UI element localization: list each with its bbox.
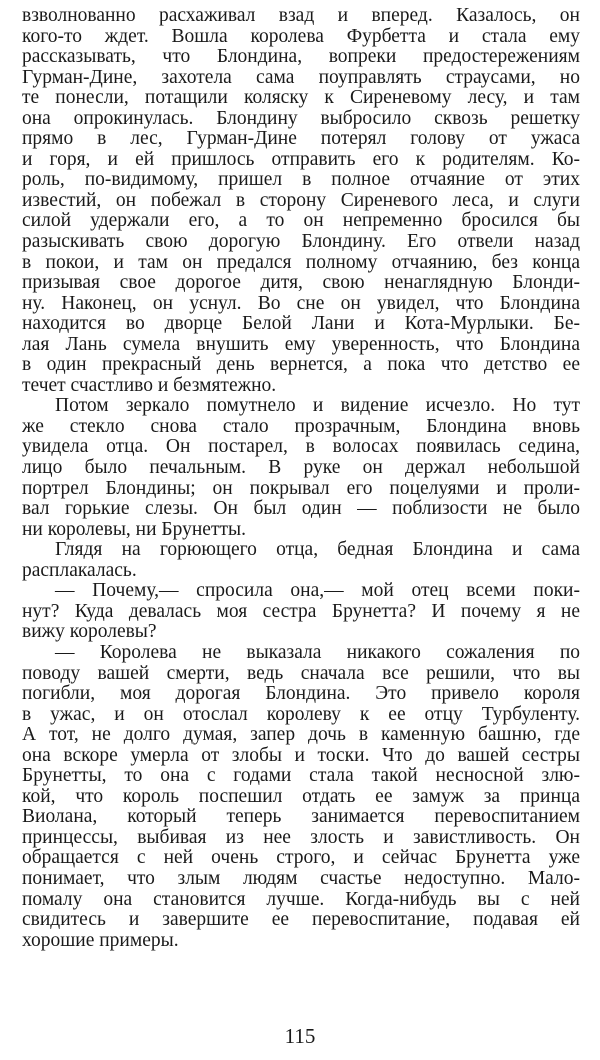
text-line: Глядя на горюющего отца, бедная Блондина и сама [55, 539, 580, 561]
text-line: взволнованно расхаживал взад и вперед. Казалось, он [22, 5, 580, 26]
text-line: понимает, что злым людям счастье недоступно. Мало- [22, 867, 580, 889]
text-line: же стекло снова стало прозрачным, Блондина вновь [22, 415, 580, 437]
text-line: известий, он побежал в сторону Сиреневого леса, и слуги [22, 189, 580, 211]
text-line: обращается с ней очень строго, и сейчас Брунетта уже [22, 847, 580, 869]
text-line: роль, по-видимому, пришел в полное отчаяние от этих [22, 169, 580, 191]
text-line: помалу она становится лучше. Когда-нибудь вы с ней [22, 888, 580, 910]
text-line: в ужас, и он отослал королеву к ее отцу Турбуленту. [22, 703, 580, 725]
text-line: расплакалась. [22, 559, 137, 581]
text-line: поводу вашей смерти, ведь сначала все решили, что вы [22, 662, 580, 684]
text-line: кой, что король поспешил отдать ее замуж за принца [22, 785, 580, 807]
text-line: свидитесь и завершите ее перевоспитание, подавая ей [22, 909, 580, 931]
text-line: вал горькие слезы. Он был один — поблизости не было [22, 498, 580, 520]
text-line: в один прекрасный день вернется, а пока что детство ее [22, 354, 580, 376]
text-line: принцессы, выбивая из нее злость и завистливость. Он [22, 826, 580, 848]
text-line: Брунетты, то она с годами стала такой несносной злю- [22, 765, 580, 787]
text-line: Виолана, который теперь занимается перевоспитанием [22, 806, 580, 828]
text-line: силой удержали его, а то он непременно бросился бы [22, 210, 580, 232]
text-line: разыскивать свою дорогую Блондину. Его отвели назад [22, 231, 580, 253]
text-line: кого-то ждет. Вошла королева Фурбетта и стала ему [22, 25, 580, 47]
text-line: те понесли, потащили коляску к Сиреневому лесу, и там [22, 87, 580, 109]
text-line: она опрокинулась. Блондину выбросило сквозь решетку [22, 107, 580, 129]
text-line: призывая свое дорогое дитя, свою ненаглядную Блонди- [22, 272, 580, 294]
text-line: — Королева не выказала никакого сожаления по [55, 641, 580, 663]
text-line: рассказывать, что Блондина, вопреки предостережениям [22, 46, 580, 68]
text-line: портрел Блондины; он покрывал его поцелуями и проли- [22, 477, 580, 499]
text-line: течет счастливо и безмятежно. [22, 374, 277, 396]
text-line: увидела отца. Он постарел, в волосах появилась седина, [22, 436, 580, 458]
text-line: ни королевы, ни Брунетты. [22, 518, 246, 540]
text-line: хорошие примеры. [22, 929, 179, 951]
text-line: прямо в лес, Гурман-Дине потерял голову от ужаса [22, 128, 580, 150]
text-line: находится во дворце Белой Лани и Кота-Мурлыки. Бе- [22, 313, 580, 335]
text-line: — Почему,— спросила она,— мой отец всеми поки- [55, 580, 580, 602]
text-line: лицо было печальным. В руке он держал небольшой [22, 457, 580, 479]
text-line: ну. Наконец, он уснул. Во сне он увидел, что Блондина [22, 292, 580, 314]
text-line: вижу королевы? [22, 621, 157, 643]
text-line: она вскоре умерла от злобы и тоски. Что до вашей сестры [22, 744, 580, 766]
text-line: в покои, и там он предался полному отчаянию, без конца [22, 251, 580, 273]
text-line: Гурман-Дине, захотела сама поуправлять страусами, но [22, 66, 580, 88]
text-line: погибли, моя дорогая Блондина. Это привело короля [22, 683, 580, 705]
page-number: 115 [284, 1024, 316, 1048]
text-line: и горя, и ей пришлось отправить его к родителям. Ко- [22, 148, 580, 170]
text-line: лая Лань сумела внушить ему уверенность, что Блондина [22, 333, 580, 355]
text-line: нут? Куда девалась моя сестра Брунетта? И почему я не [22, 600, 580, 622]
text-line: А тот, не долго думая, запер дочь в каменную башню, где [22, 724, 580, 746]
text-line: Потом зеркало помутнело и видение исчезло. Но тут [55, 395, 580, 417]
page-body-text [22, 6, 580, 951]
